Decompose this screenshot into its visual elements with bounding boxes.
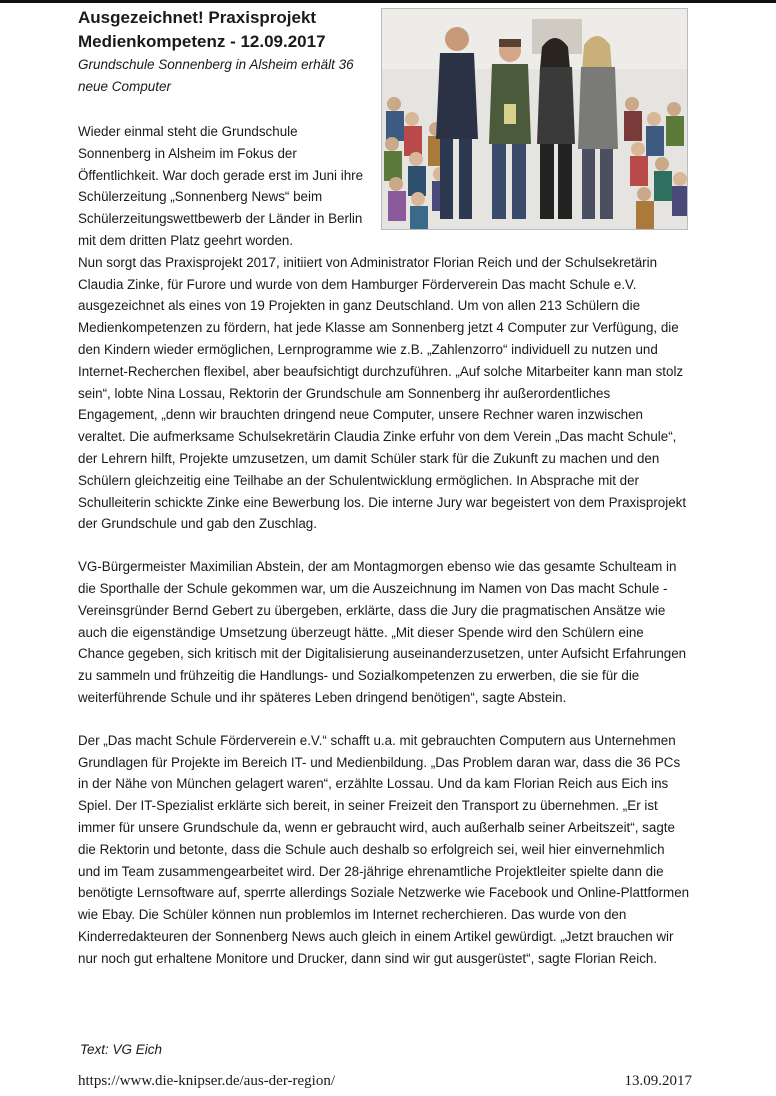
article-paragraph: Nun sorgt das Praxisprojekt 2017, initiiert von Administrator Florian Reich und der Schulsekretärin Claudia Zinke, für Furore und wurde von dem Hamburger Förderverein Das macht Schule e.V. ausgezeichnet als eines von 19 Projekten in ganz Deutschland. Um von allen 213 Schülern die Medienkompetenzen zu fördern, hat jede Klasse am Sonnenberg jetzt 4 Computer zur Verfügung, die den Kindern wieder ermöglichen, Lernprogramme wie z.B. „Zahlenzorro“ individuell zu nutzen und Internet-Recherchen flexibel, aber beaufsichtigt durchzuführen. „Auf solche Mitarbeiter kann man stolz sein“, lobte Nina Lossau, Rektorin der Grundschule am Sonnenberg ihr außerordentliches Engagement, „denn wir brauchten dringend neue Computer, unsere Rechner waren inzwischen veraltet. Die aufmerksame Schulsekretärin Claudia Zinke erfuhr von dem Verein „Das macht Schule“, der Lehrern hilft, Projekte umzusetzen, um damit Schüler stark für die Zukunft zu machen und den Schülern gleichzeitig eine Teilhabe an der Schulentwicklung ermöglichen. In Absprache mit der Schulleiterin schickte Zinke eine Bewerbung los. Die interne Jury war begeistert von dem Praxisprojekt der Grundschule und gab den Zuschlag. [78,254,687,532]
print-date: 13.09.2017 [624,1073,692,1089]
article-paragraph: Wieder einmal steht die Grundschule Sonnenberg in Alsheim im Fokus der Öffentlichkeit. War doch gerade erst im Juni ihre Schülerzeitung „Sonnenberg News“ beim Schülerzeitungswettbewerb der Länder in Berlin mit dem dritten Platz geehrt worden. [78,124,364,248]
article-paragraph: VG-Bürgermeister Maximilian Abstein, der am Montagmorgen ebenso wie das gesamte Schulteam in die Sporthalle der Schule gekommen war, um die Auszeichnung im Namen von Das macht Schule -Vereinsgründer Bernd Gebert zu übergeben, erklärte, dass die Jury die pragmatischen Ansätze wie auch die eigenständige Umsetzung überzeugt hätte. „Mit dieser Spende wird den Schülern eine Chance gegeben, sich kritisch mit der Digitalisierung auseinanderzusetzen, unter Aufsicht Erfahrungen zu sammeln und frühzeitig die Handlungs- und Sozialkompetenzen zu erwerben, die sie für die weiterführende Schule und ihr späteres Leben dringend benötigen“, sagte Abstein. [78,559,687,705]
article-title: Ausgezeichnet! Praxisprojekt Medienkompetenz - 12.09.2017 [78,8,326,51]
article-subtitle: Grundschule Sonnenberg in Alsheim erhält 36 neue Computer [78,57,354,94]
top-rule [0,0,776,3]
article-body [78,121,690,969]
article-paragraph: Der „Das macht Schule Förderverein e.V.“ schafft u.a. mit gebrauchten Computern aus Unternehmen Grundlagen für Projekte im Bereich IT- und Medienbildung. „Das Problem daran war, dass die 36 PCs in der Nähe von München gelagert waren“, erzählte Lossau. Und da kam Florian Reich aus Eich ins Spiel. Der IT-Spezialist erklärte sich bereit, in seiner Freizeit den Transport zu übernehmen. „Er ist immer für unsere Grundschule da, wenn er gebraucht wird, auch außerhalb seiner Arbeitszeit“, sagte die Rektorin und betonte, dass die Schule auch deshalb so erfolgreich sei, weil hier einvernehmlich und im Team zusammengearbeitet wird. Der 28-jährige ehrenamtliche Projektleiter spielte dann die benötigte Lernsoftware auf, sperrte allerdings Soziale Netzwerke wie Facebook und Online-Plattformen wie Ebay. Die Schüler können nun problemlos im Internet recherchieren. Das wurde von den Kinderredakteuren der Sonnenberg News auch gleich in einem Artikel gewürdigt. „Jetzt brauchen wir nur noch gut erhaltene Monitore und Drucker, dann sind wir gut ausgerüstet“, sagte Florian Reich. [78,732,690,966]
source-url: https://www.die-knipser.de/aus-der-region/ [78,1073,335,1089]
text-credit: Text: VG Eich [80,1042,163,1057]
